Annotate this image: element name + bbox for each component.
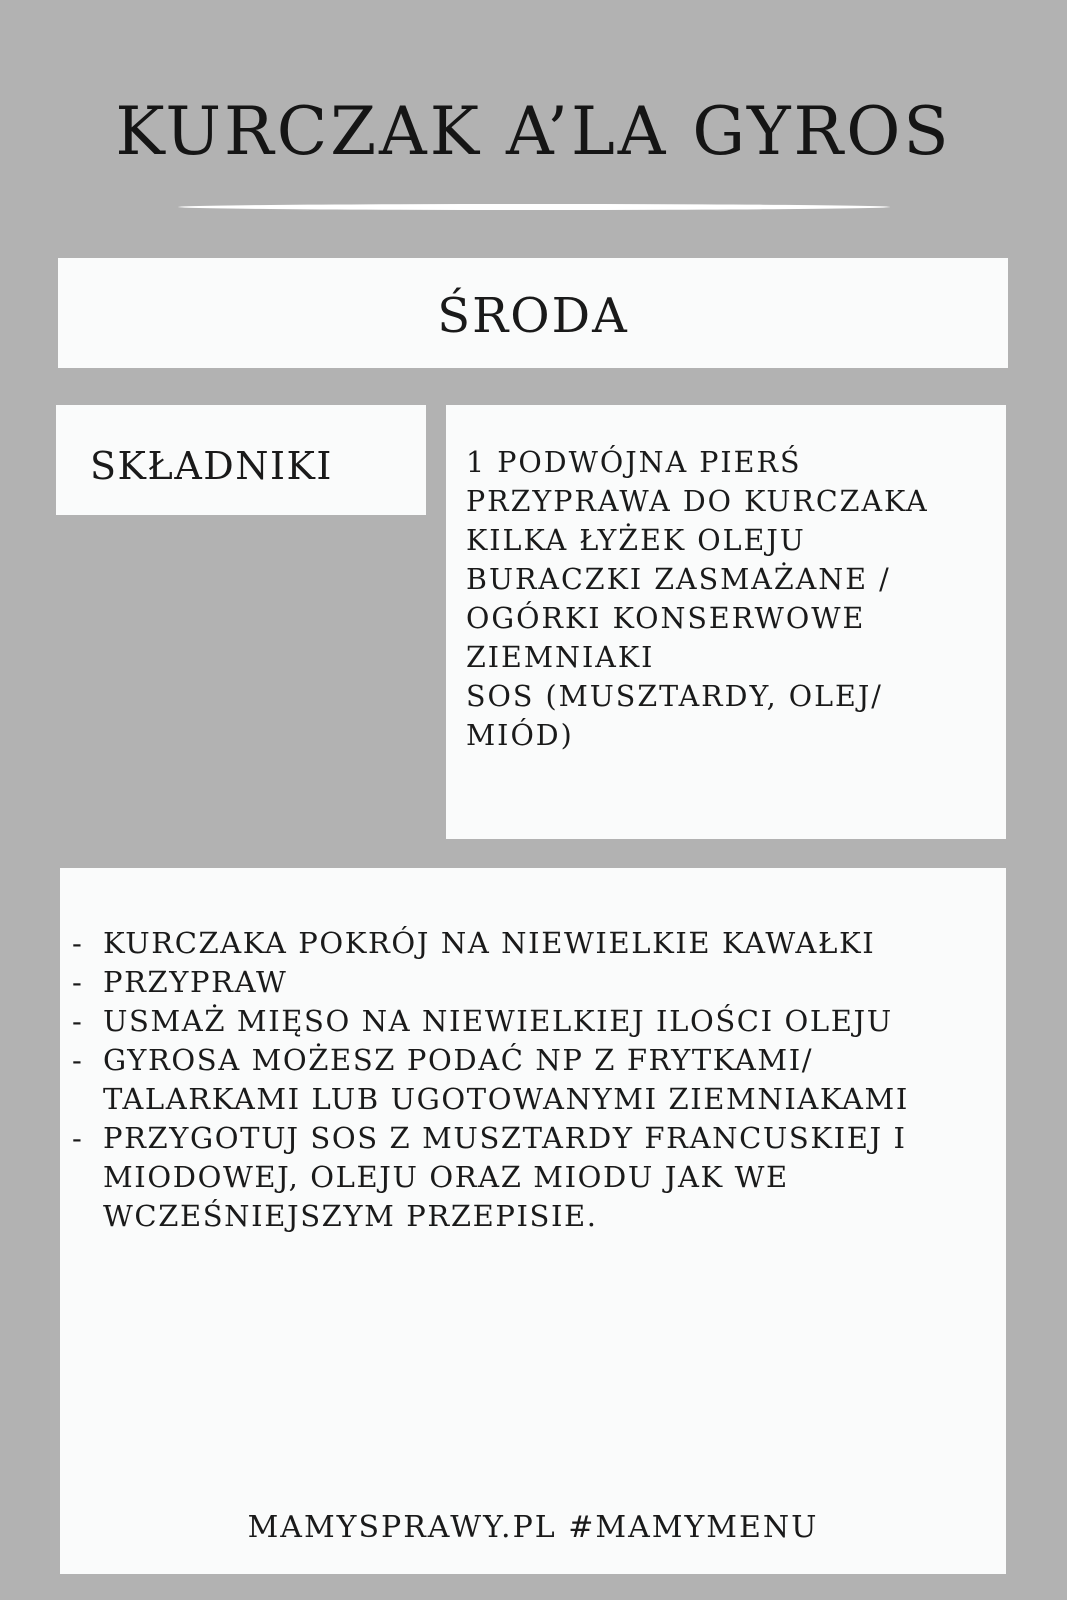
instruction-step xyxy=(72,1041,1002,1119)
ingredient-item: PRZYPRAWA DO KURCZAKA xyxy=(466,485,929,518)
day-label: ŚRODA xyxy=(437,288,629,344)
ingredients-heading-panel xyxy=(56,405,426,515)
recipe-title: KURCZAK A’LA GYROS xyxy=(115,93,952,170)
ingredient-item: BURACZKI ZASMAŻANE / xyxy=(466,563,891,596)
ingredient-item: MIÓD) xyxy=(466,719,574,752)
ingredient-item: SOS (MUSZTARDY, OLEJ/ xyxy=(466,680,883,713)
step-dash: - xyxy=(72,1043,84,1077)
ingredient-item: KILKA ŁYŻEK OLEJU xyxy=(466,524,806,557)
ingredients-heading: SKŁADNIKI xyxy=(90,444,333,488)
step-dash: - xyxy=(72,926,84,960)
instruction-step xyxy=(72,924,1002,963)
instruction-step xyxy=(72,1119,1002,1236)
ingredients-panel xyxy=(446,405,1006,839)
title-underline xyxy=(178,204,890,210)
ingredient-item: 1 PODWÓJNA PIERŚ xyxy=(466,446,802,479)
step-text: PRZYGOTUJ SOS Z MUSZTARDY FRANCUSKIEJ I MIODOWEJ, OLEJU ORAZ MIODU JAK WE WCZEŚNIEJSZYM PRZEPISIE. xyxy=(103,1121,907,1233)
ingredient-item: OGÓRKI KONSERWOWE xyxy=(466,602,866,635)
ingredient-item: ZIEMNIAKI xyxy=(466,641,655,674)
instructions-list xyxy=(72,924,1002,1236)
instructions-panel xyxy=(60,868,1006,1574)
step-dash: - xyxy=(72,965,84,999)
step-text: USMAŻ MIĘSO NA NIEWIELKIEJ ILOŚCI OLEJU xyxy=(103,1004,893,1038)
footer-hashtag: MAMYSPRAWY.PL #MAMYMENU xyxy=(247,1510,819,1545)
instruction-step xyxy=(72,1002,1002,1041)
step-text: PRZYPRAW xyxy=(103,965,288,999)
step-dash: - xyxy=(72,1004,84,1038)
instruction-step xyxy=(72,963,1002,1002)
day-panel xyxy=(58,258,1008,368)
step-text: KURCZAKA POKRÓJ NA NIEWIELKIE KAWAŁKI xyxy=(103,926,876,960)
step-dash: - xyxy=(72,1121,84,1155)
step-text: GYROSA MOŻESZ PODAĆ NP Z FRYTKAMI/ TALARKAMI LUB UGOTOWANYMI ZIEMNIAKAMI xyxy=(103,1043,909,1116)
ingredients-list xyxy=(466,443,929,755)
